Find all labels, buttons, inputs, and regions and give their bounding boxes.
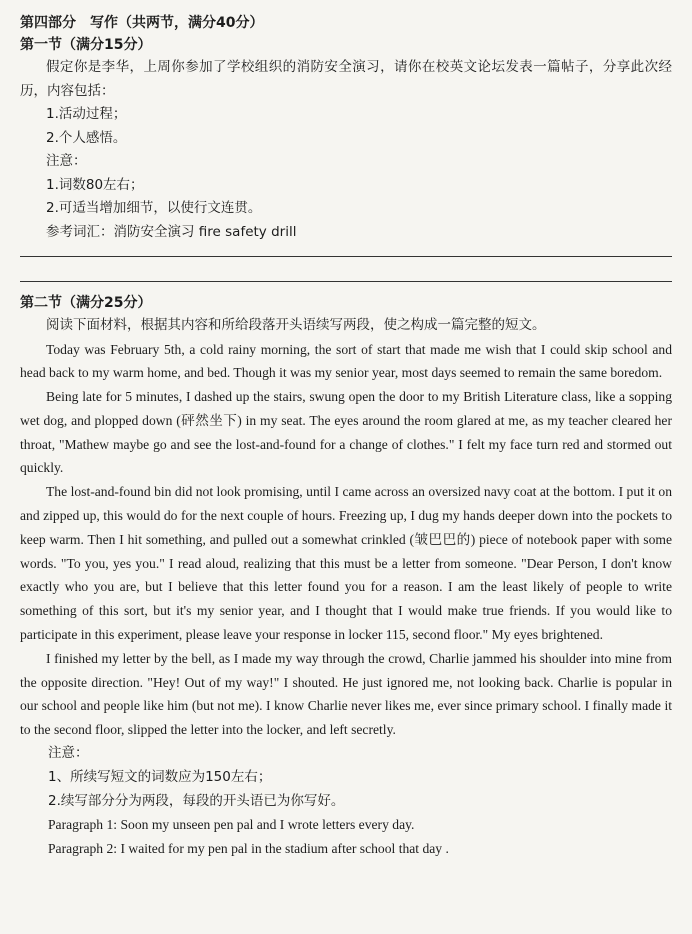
content-item-1: 1.活动过程； — [46, 106, 127, 122]
content-item-2: 2.个人感悟。 — [46, 129, 127, 146]
section1-title: 第一节（满分15分） — [20, 37, 152, 53]
section1-prompt: 假定你是李华，上周你参加了学校组织的消防安全演习，请你在校英文论坛发表一篇帖子，分享此次经历，内容包括： — [20, 59, 672, 99]
note-item-1: 1.词数80左右； — [46, 176, 144, 193]
story-paragraph-2: Being late for 5 minutes, I dashed up the stairs, swung open the door to my British Literature class, like a sopping wet dog, and plopped down (砰然坐下) in my seat. The eyes around the room glared at me, as my teacher cleared her throat, "Mathew maybe go and see the lost-and-found for a change of clothes." I felt my face turn red and stormed out quickly. — [20, 389, 672, 476]
note-item-2: 2.可适当增加细节，以使行文连贯。 — [46, 200, 262, 216]
section2-note-item-1: 1、所续写短文的词数应为150左右； — [48, 768, 272, 785]
vocab-hint: 参考词汇：消防安全演习 fire safety drill — [46, 223, 297, 240]
section1-details — [20, 103, 672, 244]
notes-label: 注意： — [46, 153, 87, 169]
story-paragraph-3: The lost-and-found bin did not look promising, until I came across an oversized navy coat at the bottom. I put it on and zipped up, this would do for the next couple of hours. Freezing up, I dug my hands deeper down into the pockets to keep warm. Then I hit something, and pulled out a somewhat crinkled (皱巴巴的) piece of notebook paper with some words. "To you, yes you." I read aloud, realizing that this must be a letter from someone. "Dear Person, I don't know exactly who you are, but I believe that this letter found you for a reason. I am the least likely of people to write something of this sort, but it's my senior year, and I thought that I would make true friends. If you would like to participate in this experiment, please leave your response in locker 115, second floor." My eyes brightened. — [20, 484, 672, 643]
paragraph-2-opening: Paragraph 2: I waited for my pen pal in the stadium after school that day . — [48, 841, 449, 857]
section2-instruction: 阅读下面材料，根据其内容和所给段落开头语续写两段，使之构成一篇完整的短文。 — [46, 317, 546, 333]
section2-note-item-2: 2.续写部分分为两段，每段的开头语已为你写好。 — [48, 792, 345, 809]
story-paragraph-1: Today was February 5th, a cold rainy morning, the sort of start that made me wish that I could skip school and head back to my warm home, and bed. Though it was my senior year, most days seemed to remain the same boredom. — [20, 341, 672, 381]
paragraph-1-opening: Paragraph 1: Soon my unseen pen pal and I wrote letters every day. — [48, 817, 415, 833]
part4-title: 第四部分 写作（共两节，满分40分） — [20, 15, 264, 31]
section2-title: 第二节（满分25分） — [20, 295, 152, 311]
section2-notes-label: 注意： — [48, 745, 89, 762]
story-paragraph-4: I finished my letter by the bell, as I made my way through the crowd, Charlie jammed his shoulder into mine from the opposite direction. "Hey! Out of my way!" I shouted. He just ignored me, not looking back. Charlie is popular in our school and people like him (but not me). I know Charlie never likes me, ever since primary school. I finally made it to the second floor, slipped the letter into the locker, and left secretly. — [20, 650, 672, 738]
